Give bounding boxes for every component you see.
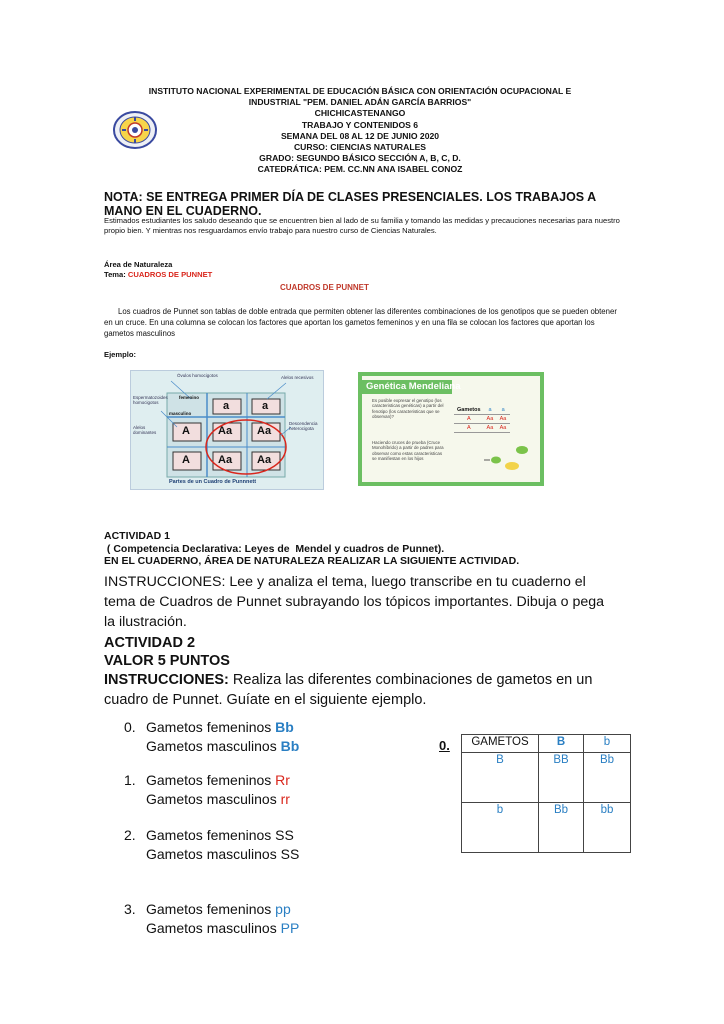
- header-line: INDUSTRIAL "PEM. DANIEL ADÁN GARCÍA BARRIOS": [248, 97, 472, 108]
- school-header: [110, 86, 610, 176]
- actividad-2-title: ACTIVIDAD 2: [104, 635, 196, 651]
- tema-line: [104, 270, 624, 280]
- table-cell: Bb: [539, 803, 584, 853]
- slide-table-cell: Aa: [484, 424, 497, 433]
- item-mas-label: Gametos masculinos: [146, 791, 281, 807]
- intro-text: Los cuadros de Punnet son tablas de doble entrada que permiten obtener las diferentes combinaciones de los genotipos que se pueden obtener en un cruce. En una columna se colocan los factores que aportan los gametos femeninos y en una fila se colocan los factores que aportan los gametos masculinos: [104, 307, 617, 338]
- label-descendencia: Descendencia heterocigota: [289, 421, 318, 431]
- punnett-diagram-image: [130, 370, 324, 490]
- tema-label: Tema:: [104, 270, 128, 279]
- item-fem-label: Gametos femeninos SS: [146, 827, 294, 843]
- offspring-cell: Aa: [257, 454, 272, 466]
- table-cell: Bb: [584, 753, 631, 803]
- table-row-allele: b: [462, 803, 539, 853]
- header-line: SEMANA DEL 08 AL 12 DE JUNIO 2020: [280, 130, 440, 141]
- slide-table-header: Gametos: [454, 406, 484, 415]
- slide-table-cell: A: [454, 415, 484, 424]
- item-number: 0.: [124, 719, 136, 735]
- header-line: CATEDRÁTICA: PEM. CC.NN ANA ISABEL CONOZ: [257, 164, 463, 175]
- table-cell: BB: [539, 753, 584, 803]
- item-fem-value: pp: [275, 901, 291, 917]
- header-line: CURSO: CIENCIAS NATURALES: [293, 142, 427, 153]
- header-line: INSTITUTO NACIONAL EXPERIMENTAL DE EDUCACIÓN BÁSICA CON ORIENTACIÓN OCUPACIONAL E: [148, 86, 572, 96]
- school-logo: [112, 110, 158, 150]
- area-label: Área de Naturaleza: [104, 260, 173, 269]
- table-cell: bb: [584, 803, 631, 853]
- actividad-1-subtitle: ( Competencia Declarativa: Leyes de Mendel y cuadros de Punnet).: [104, 542, 445, 555]
- actividad-2-block: [104, 634, 614, 710]
- top-allele: a: [223, 400, 230, 412]
- slide-table-header: a: [484, 406, 497, 415]
- list-item: [124, 826, 299, 864]
- table-row-allele: B: [462, 753, 539, 803]
- label-espermatozoides: Espermatozoides homocigotos: [133, 395, 168, 405]
- greeting-text: Estimados estudiantes los saludo deseando que se encuentren bien al lado de su familia y tomando las medidas y precauciones necesarias para nuestro propio bien. Y mientras nos resguardamos envío trabajo para nuestro curso de Ciencias Naturales.: [104, 216, 620, 235]
- item-mas-label: Gametos masculinos SS: [146, 846, 300, 862]
- label-alelos-dominantes: Alelos dominantes: [133, 425, 157, 435]
- item-mas-label: Gametos masculinos: [146, 738, 281, 754]
- tema-value: CUADROS DE PUNNET: [127, 270, 213, 279]
- slide-table-cell: Aa: [497, 424, 510, 433]
- actividad-1-line: EN EL CUADERNO, ÁREA DE NATURALEZA REALIZAR LA SIGUIENTE ACTIVIDAD.: [104, 555, 520, 567]
- punnett-example-table: [461, 734, 631, 853]
- genetica-mendeliana-slide: [358, 372, 544, 486]
- intro-paragraph: [104, 306, 624, 339]
- actividad-1-heading: [104, 530, 624, 568]
- item-mas-value: PP: [280, 920, 300, 936]
- item-number: 3.: [124, 901, 136, 917]
- label-ovulos: Óvulos homocigotos: [177, 373, 218, 378]
- actividad-2-valor: VALOR 5 PUNTOS: [104, 653, 230, 669]
- slide-table: [454, 406, 510, 433]
- slide-table-cell: Aa: [497, 415, 510, 424]
- slide-text-1: Es posible expresar el genotipo (los caracteristicas genéticas) a partir del fenotipo (los caracteristicas que se observan)?: [372, 398, 444, 420]
- actividad-1-instructions: INSTRUCCIONES: Lee y analiza el tema, luego transcribe en tu cuaderno el tema de Cuadros de Punnet subrayando los tópicos importantes. Dibuja o pega la ilustración.: [104, 574, 605, 630]
- instructions-text: Realiza las diferentes combinaciones de gametos en un cuadro de Punnet. Guíate en el siguiente ejemplo.: [104, 672, 593, 708]
- slide-table-header: a: [497, 406, 510, 415]
- top-allele: a: [262, 400, 269, 412]
- slide-title: Genética Mendeliana: [366, 381, 461, 392]
- list-item: [124, 900, 299, 938]
- header-line: GRADO: SEGUNDO BÁSICO SECCIÓN A, B, C, D.: [259, 153, 461, 164]
- slide-table-cell: Aa: [484, 415, 497, 424]
- item-fem-label: Gametos femeninos: [146, 772, 276, 788]
- label-femenino: femenino: [179, 395, 200, 400]
- left-allele: A: [182, 454, 190, 466]
- table-header-allele: B: [539, 735, 584, 753]
- figure-caption: Partes de un Cuadro de Punnnett: [169, 479, 257, 485]
- item-number: 2.: [124, 827, 136, 843]
- slide-text-2: Haciendo cruces de prueba (Cruce Monohíbrido) a partir de padres para observar como estas caracteristicas se manifiestan en los hijos: [372, 440, 444, 462]
- item-number: 1.: [124, 772, 136, 788]
- actividad-1-title: ACTIVIDAD 1: [104, 530, 170, 542]
- label-masculino: masculino: [169, 411, 192, 416]
- item-fem-label: Gametos femeninos: [146, 901, 276, 917]
- list-item: [124, 771, 290, 809]
- list-item: [124, 718, 299, 756]
- instructions-label: INSTRUCCIONES:: [104, 672, 229, 688]
- item-mas-label: Gametos masculinos: [146, 920, 281, 936]
- actividad-2-instructions: [104, 670, 614, 710]
- item-mas-value: rr: [280, 791, 290, 807]
- offspring-cell: Aa: [218, 425, 233, 437]
- gametes-icon: [482, 444, 538, 472]
- offspring-cell: Aa: [218, 454, 233, 466]
- table-header-gametos: GAMETOS: [462, 735, 539, 753]
- label-alelos-recesivos: Alelos recesivos: [281, 375, 314, 380]
- header-line: CHICHICASTENANGO: [314, 108, 406, 119]
- left-allele: A: [182, 425, 190, 437]
- section-title: CUADROS DE PUNNET: [280, 283, 369, 292]
- item-fem-value: Bb: [275, 719, 294, 735]
- note-title: NOTA: SE ENTREGA PRIMER DÍA DE CLASES PRESENCIALES. LOS TRABAJOS A MANO EN EL CUADERNO.: [104, 190, 596, 218]
- example-label: Ejemplo:: [104, 350, 137, 359]
- table-header-allele: b: [584, 735, 631, 753]
- offspring-cell: Aa: [257, 425, 272, 437]
- example-number: 0.: [439, 738, 450, 753]
- slide-table-cell: A: [454, 424, 484, 433]
- item-fem-label: Gametos femeninos: [146, 719, 276, 735]
- header-line: TRABAJO Y CONTENIDOS 6: [301, 119, 419, 130]
- item-mas-value: Bb: [280, 738, 300, 754]
- item-fem-value: Rr: [275, 772, 290, 788]
